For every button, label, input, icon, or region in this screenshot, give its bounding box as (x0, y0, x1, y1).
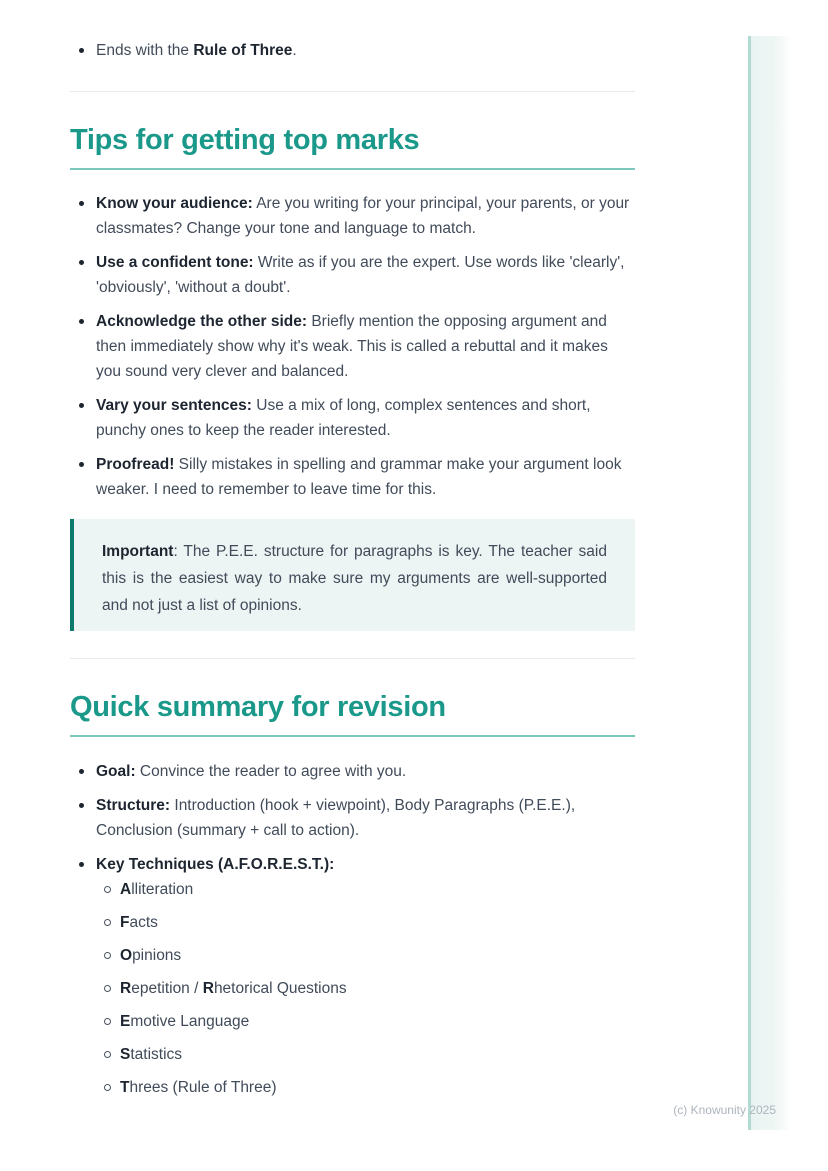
copyright-notice: (c) Knowunity 2025 (673, 1103, 776, 1117)
summary-bullet-list (70, 759, 635, 1100)
text-segment: epetition / (131, 980, 203, 997)
bold-text-segment: F (120, 914, 130, 931)
text-segment: hrees (Rule of Three) (129, 1079, 277, 1096)
list-item (70, 38, 635, 63)
bold-text-segment: Acknowledge the other side: (96, 313, 308, 330)
list-item (70, 452, 635, 502)
text-segment: hetorical Questions (213, 980, 347, 997)
list-item (70, 250, 635, 300)
text-segment: lliteration (131, 881, 194, 898)
list-item (70, 759, 635, 784)
bold-text-segment: Structure: (96, 797, 171, 814)
nested-list-item (96, 1042, 635, 1067)
bold-text-segment: T (120, 1079, 130, 1096)
bold-text-segment: Vary your sentences: (96, 397, 252, 414)
text-segment: acts (129, 914, 158, 931)
bold-text-segment: Rule of Three (193, 42, 293, 59)
nested-list-item (96, 943, 635, 968)
text-segment: tatistics (130, 1046, 183, 1063)
bold-text-segment: A (120, 881, 132, 898)
callout-text (102, 538, 607, 619)
nested-list-item (96, 976, 635, 1001)
section-divider (70, 658, 635, 659)
list-item (70, 309, 635, 384)
text-segment: Use a mix of long, complex sentences and short, punchy ones to keep the reader interested. (96, 397, 591, 439)
text-segment: Silly mistakes in spelling and grammar make your argument look weaker. I need to remember to leave time for this. (96, 456, 622, 498)
intro-bullet-list (70, 38, 635, 63)
section-heading-tips: Tips for getting top marks (70, 123, 635, 170)
list-item (70, 793, 635, 843)
text-segment: . (292, 42, 297, 59)
bold-text-segment: Know your audience: (96, 195, 253, 212)
list-item (70, 191, 635, 241)
text-segment: Ends with the (96, 42, 194, 59)
bold-text-segment: R (120, 980, 132, 997)
text-segment: Introduction (hook + viewpoint), Body Paragraphs (P.E.E.), Conclusion (summary + call to action). (96, 797, 576, 839)
nested-list-item (96, 910, 635, 935)
nested-list-item (96, 1009, 635, 1034)
nested-list (96, 877, 635, 1100)
bold-text-segment: S (120, 1046, 131, 1063)
list-item (70, 852, 635, 1100)
page-edge-strip (748, 36, 792, 1130)
text-segment: Write as if you are the expert. Use words like 'clearly', 'obviously', 'without a doubt'. (96, 254, 625, 296)
text-segment: Convince the reader to agree with you. (135, 763, 407, 780)
bold-text-segment: Use a confident tone: (96, 254, 254, 271)
bold-text-segment: Key Techniques (A.F.O.R.E.S.T.): (96, 856, 335, 873)
text-segment: pinions (132, 947, 182, 964)
page-content (70, 0, 635, 1100)
section-heading-summary: Quick summary for revision (70, 690, 635, 737)
text-segment: motive Language (130, 1013, 250, 1030)
text-segment: Are you writing for your principal, your parents, or your classmates? Change your tone and language to match. (96, 195, 630, 237)
text-segment: Briefly mention the opposing argument and then immediately show why it's weak. This is called a rebuttal and it makes you sound very clever and balanced. (96, 313, 608, 380)
list-item (70, 393, 635, 443)
bold-text-segment: E (120, 1013, 131, 1030)
bold-text-segment: Important (102, 543, 174, 560)
bold-text-segment: O (120, 947, 133, 964)
tips-bullet-list (70, 191, 635, 502)
bold-text-segment: Proofread! (96, 456, 175, 473)
nested-list-item (96, 877, 635, 902)
bold-text-segment: R (202, 980, 214, 997)
section-divider (70, 91, 635, 92)
text-segment: : The P.E.E. structure for paragraphs is key. The teacher said this is the easiest way to make sure my arguments are well-supported and not just a list of opinions. (102, 543, 607, 614)
important-callout (70, 519, 635, 631)
bold-text-segment: Goal: (96, 763, 136, 780)
nested-list-item (96, 1075, 635, 1100)
